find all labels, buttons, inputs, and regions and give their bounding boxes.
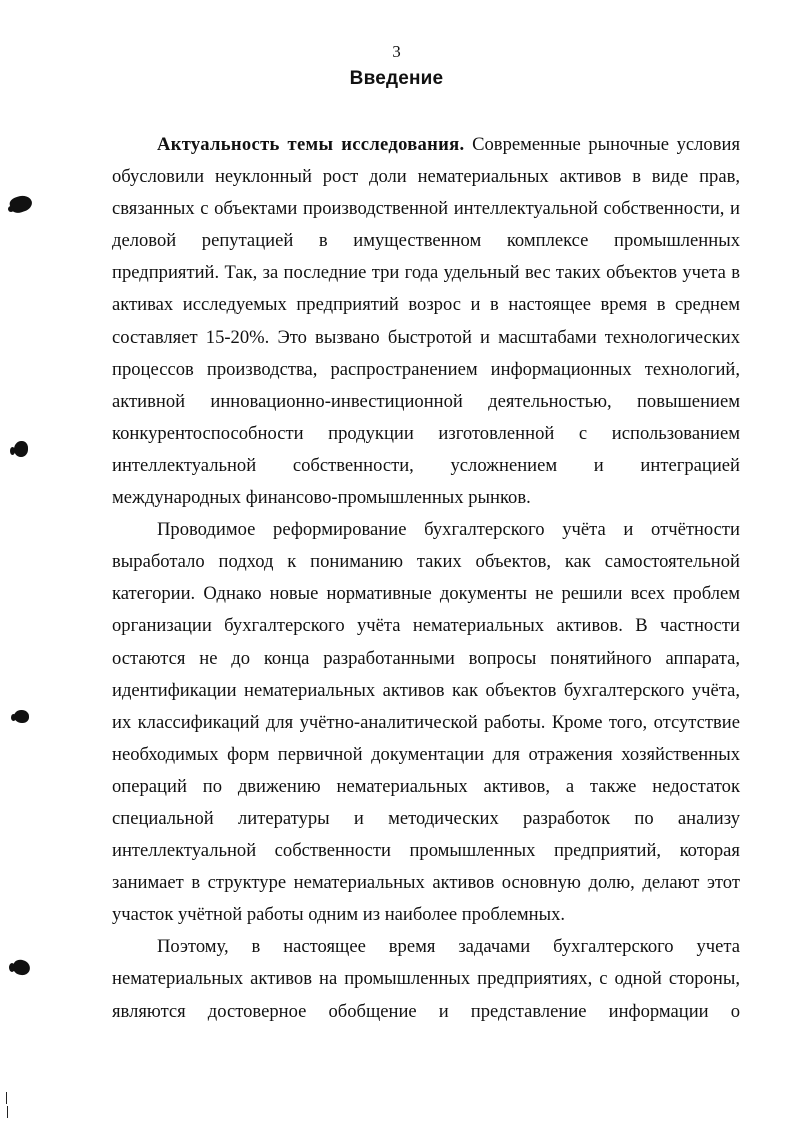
- page-number: 3: [392, 42, 401, 61]
- scan-blot-mark: [14, 710, 29, 723]
- scan-blot-mark: [10, 447, 15, 455]
- paragraph-2: Проводимое реформирование бухгалтерского учёта и отчётности выработало подход к пониманию таких объектов, как самостоятельной категории. Однако новые нормативные документы не решили всех проблем организации бухгалтерского учёта нематериальных активов. В частности остаются не до конца разработанными вопросы понятийного аппарата, идентификации нематериальных активов как объектов бухгалтерского учёта, их классификаций для учётно-аналитической работы. Кроме того, отсутствие необходимых форм первичной документации для отражения хозяйственных операций по движению нематериальных активов, а также недостаток специальной литературы и методических разработок по анализу интеллектуальной собственности промышленных предприятий, которая занимает в структуре нематериальных активов основную долю, делают этот участок учётной работы одним из наиболее проблемных.: [112, 519, 740, 926]
- scan-blot-mark: [14, 441, 28, 457]
- paragraph-1: [112, 129, 740, 514]
- paragraph-1-text: Современные рыночные условия обусловили неуклонный рост доли нематериальных активов в виде прав, связанных с объектами производственной интеллектуальной собственности, и деловой репутацией в имущественном комплексе промышленных предприятий. Так, за последние три года удельный вес таких объектов учета в активах исследуемых предприятий возрос и в настоящее время в среднем составляет 15-20%. Это вызвано быстротой и масштабами технологических процессов производства, распространением информационных технологий, активной инновационно-инвестиционной деятельностью, повышением конкурентоспособности продукции изготовленной с использованием интеллектуальной собственности, усложнением и интеграцией международных финансово-промышленных рынков.: [112, 134, 740, 509]
- section-heading: Введение: [349, 68, 444, 89]
- scan-edge-mark: [7, 1106, 8, 1118]
- scan-edge-mark: [6, 1092, 7, 1104]
- scan-blot-mark: [8, 206, 14, 212]
- paragraph-lead: Актуальность темы исследования.: [157, 134, 465, 155]
- body-text: [112, 129, 740, 1028]
- paragraph-3: Поэтому, в настоящее время задачами бухгалтерского учета нематериальных активов на промышленных предприятиях, с одной стороны, являются достоверное обобщение и представление информации о: [112, 936, 740, 1022]
- scan-blot-mark: [9, 963, 15, 972]
- scan-blot-mark: [11, 714, 16, 721]
